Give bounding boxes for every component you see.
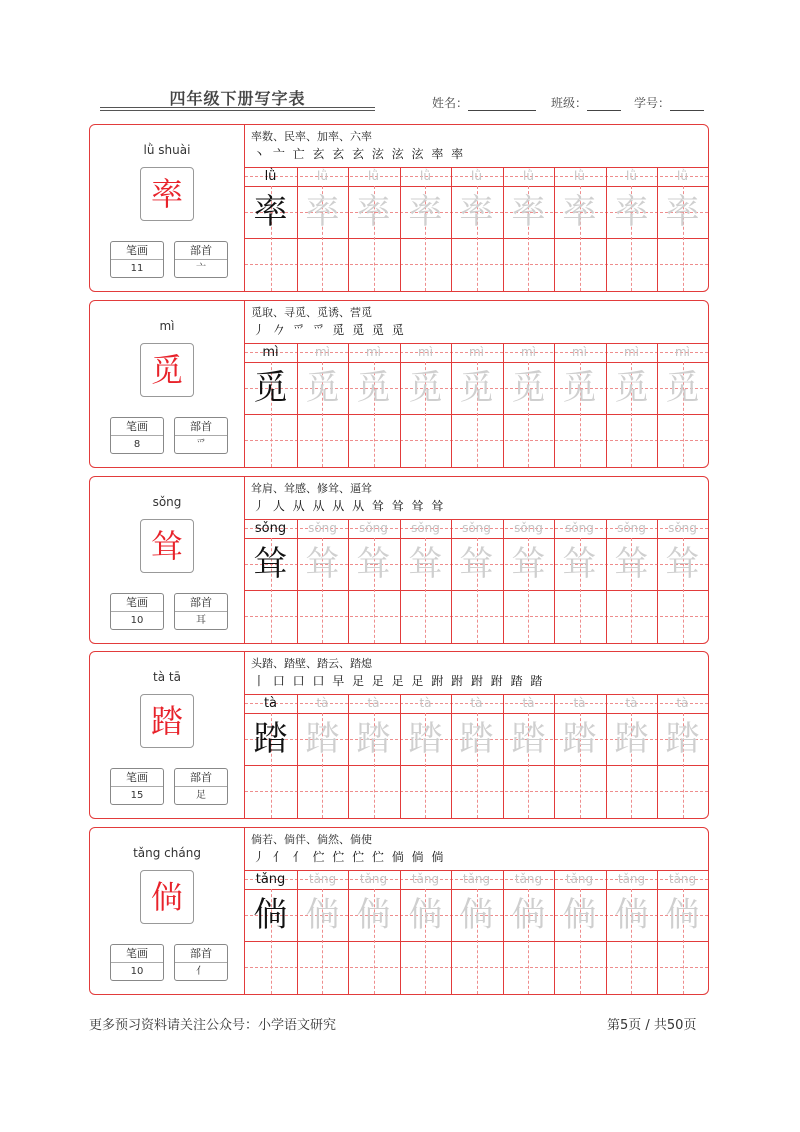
practice-character[interactable]: 倘 <box>408 895 443 935</box>
practice-character[interactable]: 耸 <box>511 544 546 584</box>
radical-box <box>174 944 228 981</box>
card-practice-panel <box>244 301 708 467</box>
card-info-panel <box>90 828 244 994</box>
practice-character[interactable]: 率 <box>459 192 494 232</box>
practice-character[interactable]: 觅 <box>511 368 546 408</box>
practice-character: 倘 <box>253 895 288 935</box>
example-words: 头踏、踏壁、踏云、踏熄 <box>251 657 372 670</box>
radical-box <box>174 593 228 630</box>
practice-character[interactable]: 觅 <box>305 368 340 408</box>
practice-character: 率 <box>253 192 288 232</box>
main-character: 踏 <box>150 702 183 740</box>
practice-pinyin: tà <box>316 696 329 710</box>
practice-grid <box>245 694 708 818</box>
practice-character[interactable]: 耸 <box>665 544 700 584</box>
practice-pinyin: lǜ <box>368 169 379 183</box>
practice-pinyin: tǎng <box>565 872 594 886</box>
card-info-panel <box>90 301 244 467</box>
name-label: 姓名： <box>432 96 469 110</box>
practice-character[interactable]: 觅 <box>459 368 494 408</box>
practice-pinyin: mì <box>571 345 588 359</box>
practice-pinyin: tà <box>522 696 535 710</box>
practice-character[interactable]: 耸 <box>562 544 597 584</box>
main-character-box <box>140 519 194 573</box>
practice-grid <box>245 519 708 643</box>
practice-grid <box>245 343 708 467</box>
card-practice-panel <box>244 828 708 994</box>
card-practice-panel <box>244 477 708 643</box>
stroke-count-box <box>110 593 164 630</box>
practice-pinyin: lǜ <box>574 169 585 183</box>
main-pinyin: mì <box>159 319 175 333</box>
student-id-label: 学号： <box>634 96 671 110</box>
example-words: 耸肩、耸感、修耸、逼耸 <box>251 482 372 495</box>
radical-label: 部首 <box>175 594 227 612</box>
stroke-count-label: 笔画 <box>111 769 163 787</box>
practice-pinyin: tà <box>625 696 638 710</box>
practice-character[interactable]: 率 <box>614 192 649 232</box>
footer-promo: 更多预习资料请关注公众号：小学语文研究 <box>89 1018 337 1033</box>
practice-character: 耸 <box>253 544 288 584</box>
practice-character: 觅 <box>253 368 288 408</box>
practice-pinyin: lǜ <box>523 169 534 183</box>
character-card <box>89 476 709 644</box>
practice-pinyin: tà <box>676 696 689 710</box>
radical-value: 亠 <box>196 263 206 274</box>
stroke-order: 丿 人 从 从 从 从 耸 耸 耸 耸 <box>253 499 446 513</box>
stroke-count-value: 8 <box>133 439 141 450</box>
practice-character[interactable]: 率 <box>305 192 340 232</box>
card-practice-panel <box>244 652 708 818</box>
stroke-order: 丶 亠 亡 玄 玄 玄 泫 泫 泫 率 率 <box>253 147 466 161</box>
practice-character[interactable]: 倘 <box>459 895 494 935</box>
practice-character[interactable]: 觅 <box>562 368 597 408</box>
character-card <box>89 300 709 468</box>
radical-label: 部首 <box>175 769 227 787</box>
practice-pinyin: sǒng <box>359 521 388 535</box>
radical-box <box>174 417 228 454</box>
main-character: 耸 <box>150 527 183 565</box>
practice-pinyin: lǜ <box>471 169 482 183</box>
practice-character[interactable]: 觅 <box>665 368 700 408</box>
practice-character[interactable]: 踏 <box>614 719 649 759</box>
practice-pinyin: tǎng <box>668 872 697 886</box>
worksheet-title-wrap <box>100 86 375 109</box>
practice-character[interactable]: 耸 <box>305 544 340 584</box>
stroke-count-value: 15 <box>130 790 144 801</box>
practice-pinyin: mì <box>314 345 331 359</box>
practice-character[interactable]: 率 <box>665 192 700 232</box>
practice-pinyin: tǎng <box>359 872 388 886</box>
stroke-count-box <box>110 417 164 454</box>
practice-character[interactable]: 觅 <box>614 368 649 408</box>
main-character: 率 <box>150 175 183 213</box>
class-field[interactable] <box>551 94 621 111</box>
main-character-box <box>140 343 194 397</box>
practice-grid <box>245 870 708 994</box>
practice-pinyin: mì <box>520 345 537 359</box>
practice-character[interactable]: 率 <box>356 192 391 232</box>
stroke-order: 丿 𠂊 爫 爫 觅 觅 觅 觅 <box>253 323 406 337</box>
practice-character[interactable]: 踏 <box>665 719 700 759</box>
stroke-count-label: 笔画 <box>111 945 163 963</box>
card-practice-panel <box>244 125 708 291</box>
practice-character[interactable]: 倘 <box>511 895 546 935</box>
practice-pinyin: lǜ <box>264 169 277 184</box>
main-pinyin: lǜ shuài <box>143 143 191 157</box>
practice-character[interactable]: 踏 <box>562 719 597 759</box>
practice-pinyin: mì <box>468 345 485 359</box>
practice-character[interactable]: 踏 <box>511 719 546 759</box>
practice-pinyin: sǒng <box>462 521 491 535</box>
practice-pinyin: sǒng <box>411 521 440 535</box>
stroke-count-value: 10 <box>130 615 144 626</box>
practice-character[interactable]: 率 <box>408 192 443 232</box>
character-card <box>89 124 709 292</box>
stroke-count-label: 笔画 <box>111 594 163 612</box>
practice-character[interactable]: 踏 <box>305 719 340 759</box>
practice-character[interactable]: 耸 <box>408 544 443 584</box>
card-info-panel <box>90 125 244 291</box>
practice-pinyin: sǒng <box>565 521 594 535</box>
practice-pinyin: sǒng <box>254 521 287 536</box>
practice-character[interactable]: 耸 <box>459 544 494 584</box>
practice-character[interactable]: 踏 <box>459 719 494 759</box>
practice-character[interactable]: 耸 <box>356 544 391 584</box>
main-character-box <box>140 870 194 924</box>
student-id-field[interactable] <box>634 94 704 111</box>
class-label: 班级： <box>551 96 588 110</box>
practice-character[interactable]: 率 <box>511 192 546 232</box>
main-pinyin: tà tā <box>153 670 181 684</box>
practice-pinyin: sǒng <box>308 521 337 535</box>
practice-pinyin: mì <box>674 345 691 359</box>
radical-box <box>174 241 228 278</box>
practice-pinyin: sǒng <box>617 521 646 535</box>
practice-character[interactable]: 觅 <box>356 368 391 408</box>
stroke-count-box <box>110 768 164 805</box>
student-id-blank[interactable] <box>670 98 704 111</box>
practice-character[interactable]: 耸 <box>614 544 649 584</box>
radical-label: 部首 <box>175 418 227 436</box>
practice-pinyin: lǜ <box>626 169 637 183</box>
stroke-count-box <box>110 241 164 278</box>
stroke-count-label: 笔画 <box>111 242 163 260</box>
stroke-order: 丨 口 口 口 早 足 足 足 足 跗 跗 跗 跗 踏 踏 <box>253 674 545 688</box>
practice-pinyin: tǎng <box>617 872 646 886</box>
practice-pinyin: tà <box>367 696 380 710</box>
worksheet-title: 四年级下册写字表 <box>169 89 306 108</box>
practice-pinyin: sǒng <box>514 521 543 535</box>
practice-grid <box>245 167 708 291</box>
practice-pinyin: tà <box>419 696 432 710</box>
practice-pinyin: tà <box>263 696 278 711</box>
practice-pinyin: lǜ <box>677 169 688 183</box>
stroke-count-value: 11 <box>130 263 144 274</box>
stroke-order: 丿 亻 亻 伫 伫 伫 伫 倘 倘 倘 <box>253 850 446 864</box>
name-blank[interactable] <box>468 98 536 111</box>
main-pinyin: sǒng <box>152 495 182 509</box>
radical-label: 部首 <box>175 242 227 260</box>
page-number: 第5页 / 共50页 <box>607 1018 697 1033</box>
practice-pinyin: mì <box>623 345 640 359</box>
radical-value: 亻 <box>196 966 206 977</box>
practice-pinyin: tà <box>470 696 483 710</box>
practice-character[interactable]: 倘 <box>562 895 597 935</box>
practice-character[interactable]: 率 <box>562 192 597 232</box>
practice-character: 踏 <box>253 719 288 759</box>
practice-pinyin: tǎng <box>255 872 286 887</box>
practice-character[interactable]: 觅 <box>408 368 443 408</box>
main-pinyin: tǎng cháng <box>133 846 201 860</box>
practice-pinyin: tǎng <box>462 872 491 886</box>
practice-character[interactable]: 踏 <box>408 719 443 759</box>
character-card <box>89 651 709 819</box>
radical-value: 爫 <box>196 439 206 450</box>
practice-pinyin: lǜ <box>317 169 328 183</box>
practice-pinyin: lǜ <box>420 169 431 183</box>
class-blank[interactable] <box>587 98 621 111</box>
example-words: 倘若、倘伴、倘然、倘使 <box>251 833 372 846</box>
name-field[interactable] <box>432 94 536 111</box>
character-card <box>89 827 709 995</box>
practice-pinyin: tǎng <box>308 872 337 886</box>
practice-pinyin: tà <box>573 696 586 710</box>
main-character-box <box>140 694 194 748</box>
main-character: 觅 <box>150 351 183 389</box>
practice-pinyin: sǒng <box>668 521 697 535</box>
practice-pinyin: mì <box>365 345 382 359</box>
radical-label: 部首 <box>175 945 227 963</box>
title-underline <box>100 107 375 108</box>
main-character: 倘 <box>150 878 183 916</box>
example-words: 率数、民率、加率、六率 <box>251 130 372 143</box>
stroke-count-label: 笔画 <box>111 418 163 436</box>
radical-box <box>174 768 228 805</box>
card-info-panel <box>90 477 244 643</box>
practice-pinyin: tǎng <box>411 872 440 886</box>
stroke-count-value: 10 <box>130 966 144 977</box>
main-character-box <box>140 167 194 221</box>
practice-pinyin: tǎng <box>514 872 543 886</box>
practice-character[interactable]: 倘 <box>305 895 340 935</box>
practice-character[interactable]: 倘 <box>356 895 391 935</box>
card-info-panel <box>90 652 244 818</box>
practice-pinyin: mì <box>262 345 279 360</box>
stroke-count-box <box>110 944 164 981</box>
title-underline <box>100 110 375 111</box>
example-words: 觅取、寻觅、觅诱、营觅 <box>251 306 372 319</box>
practice-character[interactable]: 倘 <box>614 895 649 935</box>
radical-value: 耳 <box>196 615 206 626</box>
practice-pinyin: mì <box>417 345 434 359</box>
practice-character[interactable]: 倘 <box>665 895 700 935</box>
practice-character[interactable]: 踏 <box>356 719 391 759</box>
radical-value: 足 <box>196 790 206 801</box>
